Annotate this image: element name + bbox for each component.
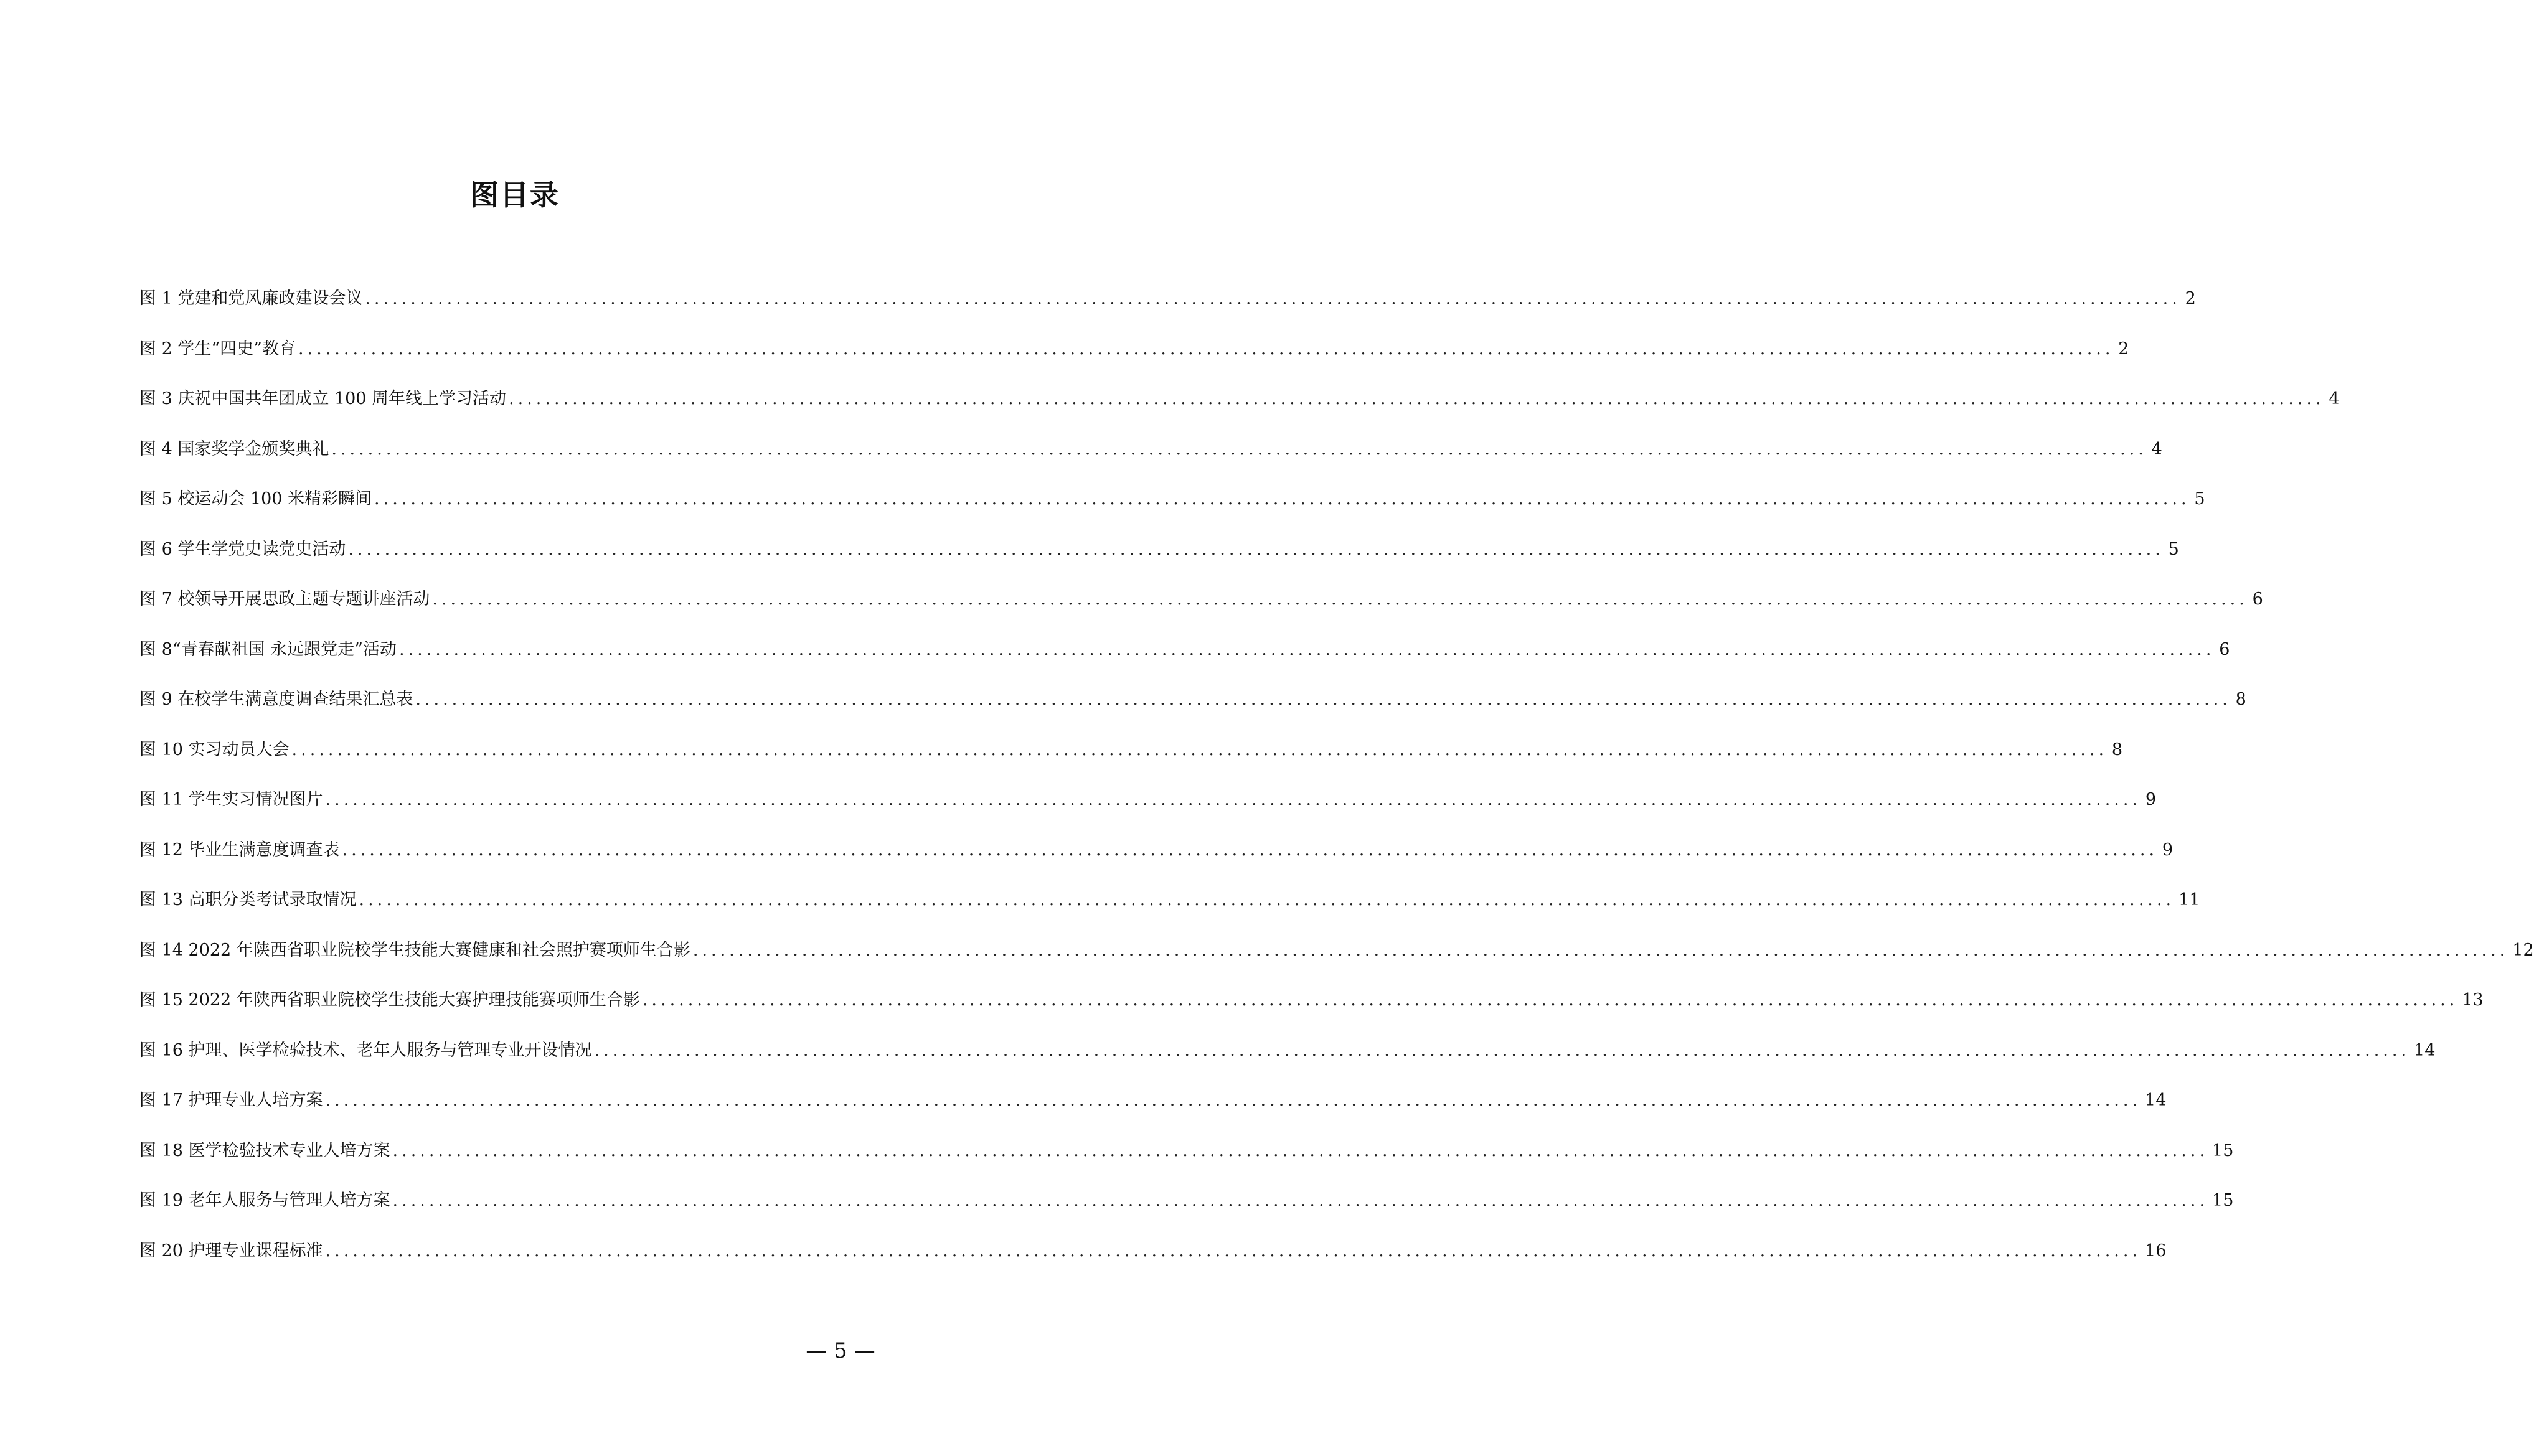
toc-entry-page: 14 [2414, 1040, 2436, 1060]
toc-entry [139, 387, 2340, 437]
toc-entry-page: 11 [2178, 890, 2200, 909]
toc-dot-leader: ........................................................................................................................................................................................................ [365, 289, 2181, 308]
toc-entry-label: 图 3 庆祝中国共年团成立 100 周年线上学习活动 [139, 389, 507, 408]
toc-dot-leader: ........................................................................................................................................................................................................ [374, 489, 2190, 509]
toc-dot-leader: ........................................................................................................................................................................................................ [325, 1241, 2142, 1261]
toc-dot-leader: ........................................................................................................................................................................................................ [331, 439, 2147, 459]
toc-entry-label: 图 7 校领导开展思政主题专题讲座活动 [139, 589, 430, 609]
toc-entry-label: 图 4 国家奖学金颁奖典礼 [139, 439, 329, 459]
toc-entry-page: 8 [2235, 690, 2246, 709]
toc-entry [139, 286, 2196, 337]
toc-dot-leader: ........................................................................................................................................................................................................ [325, 790, 2142, 809]
toc-entry [139, 537, 2179, 588]
toc-entry [139, 437, 2162, 487]
toc-entry-page: 12 [2512, 940, 2534, 960]
toc-entry [139, 1139, 2234, 1189]
toc-entry-page: 2 [2185, 289, 2196, 308]
toc-entry-label: 图 5 校运动会 100 米精彩瞬间 [139, 489, 372, 509]
toc-entry-page: 6 [2252, 589, 2263, 609]
toc-entry-label: 图 10 实习动员大会 [139, 740, 290, 759]
toc-entry-label: 图 11 学生实习情况图片 [139, 790, 323, 809]
toc-entry-label: 图 20 护理专业课程标准 [139, 1241, 323, 1261]
toc-entry-label: 图 13 高职分类考试录取情况 [139, 890, 357, 909]
toc-entry [139, 888, 2200, 938]
toc-entry-page: 13 [2462, 990, 2484, 1010]
toc-dot-leader: ........................................................................................................................................................................................................ [415, 690, 2231, 709]
toc-dot-leader: ........................................................................................................................................................................................................ [594, 1040, 2411, 1060]
toc-entry [139, 487, 2205, 537]
toc-dot-leader: ........................................................................................................................................................................................................ [692, 940, 2509, 960]
toc-dot-leader: ........................................................................................................................................................................................................ [342, 840, 2159, 860]
toc-entry-label: 图 15 2022 年陕西省职业院校学生技能大赛护理技能赛项师生合影 [139, 990, 640, 1010]
toc-entry-label: 图 17 护理专业人培方案 [139, 1091, 323, 1110]
toc-entry-page: 6 [2219, 639, 2230, 659]
toc-entry-label: 图 14 2022 年陕西省职业院校学生技能大赛健康和社会照护赛项师生合影 [139, 940, 690, 960]
toc-entry-page: 4 [2151, 439, 2162, 459]
toc-entry-page: 16 [2145, 1241, 2167, 1261]
toc-entry [139, 1038, 2436, 1089]
toc-dot-leader: ........................................................................................................................................................................................................ [392, 1191, 2209, 1210]
toc-entry-page: 2 [2118, 339, 2129, 359]
toc-entry-page: 8 [2111, 740, 2123, 759]
toc-entry-label: 图 18 医学检验技术专业人培方案 [139, 1140, 390, 1160]
toc-entry [139, 687, 2246, 738]
toc-dot-leader: ........................................................................................................................................................................................................ [348, 539, 2164, 559]
toc-entry [139, 1088, 2167, 1139]
toc-entry-page: 4 [2329, 389, 2340, 408]
toc-dot-leader: ........................................................................................................................................................................................................ [392, 1140, 2209, 1160]
toc-entry [139, 838, 2174, 888]
figure-toc-list [139, 286, 2534, 1289]
toc-entry-label: 图 2 学生“四史”教育 [139, 339, 296, 359]
toc-entry-label: 图 12 毕业生满意度调查表 [139, 840, 340, 860]
toc-entry-label: 图 19 老年人服务与管理人培方案 [139, 1191, 390, 1210]
toc-entry [139, 938, 2534, 989]
toc-entry-label: 图 8“青春献祖国 永远跟党走”活动 [139, 639, 397, 659]
toc-entry-label: 图 9 在校学生满意度调查结果汇总表 [139, 690, 413, 709]
toc-entry-page: 5 [2194, 489, 2205, 509]
toc-entry-page: 5 [2168, 539, 2179, 559]
toc-entry-page: 9 [2145, 790, 2157, 809]
toc-entry [139, 587, 2263, 637]
toc-dot-leader: ........................................................................................................................................................................................................ [509, 389, 2325, 408]
toc-entry [139, 1239, 2167, 1289]
toc-entry-page: 15 [2212, 1140, 2234, 1160]
toc-entry-page: 15 [2212, 1191, 2234, 1210]
toc-dot-leader: ........................................................................................................................................................................................................ [359, 890, 2175, 909]
page-title: 图目录 [470, 178, 560, 212]
toc-entry [139, 787, 2157, 838]
toc-dot-leader: ........................................................................................................................................................................................................ [642, 990, 2459, 1010]
toc-dot-leader: ........................................................................................................................................................................................................ [325, 1091, 2142, 1110]
toc-dot-leader: ........................................................................................................................................................................................................ [432, 589, 2248, 609]
toc-entry [139, 1188, 2234, 1239]
toc-entry-label: 图 16 护理、医学检验技术、老年人服务与管理专业开设情况 [139, 1040, 592, 1060]
toc-dot-leader: ........................................................................................................................................................................................................ [298, 339, 2114, 359]
toc-dot-leader: ........................................................................................................................................................................................................ [291, 740, 2108, 759]
toc-entry-page: 14 [2145, 1091, 2167, 1110]
toc-entry [139, 337, 2129, 387]
toc-entry-page: 9 [2162, 840, 2174, 860]
page-number: — 5 — [806, 1338, 875, 1363]
toc-entry-label: 图 1 党建和党风廉政建设会议 [139, 289, 363, 308]
toc-dot-leader: ........................................................................................................................................................................................................ [398, 639, 2215, 659]
toc-entry [139, 637, 2230, 688]
toc-entry-label: 图 6 学生学党史读党史活动 [139, 539, 346, 559]
toc-entry [139, 988, 2484, 1038]
toc-entry [139, 738, 2123, 788]
